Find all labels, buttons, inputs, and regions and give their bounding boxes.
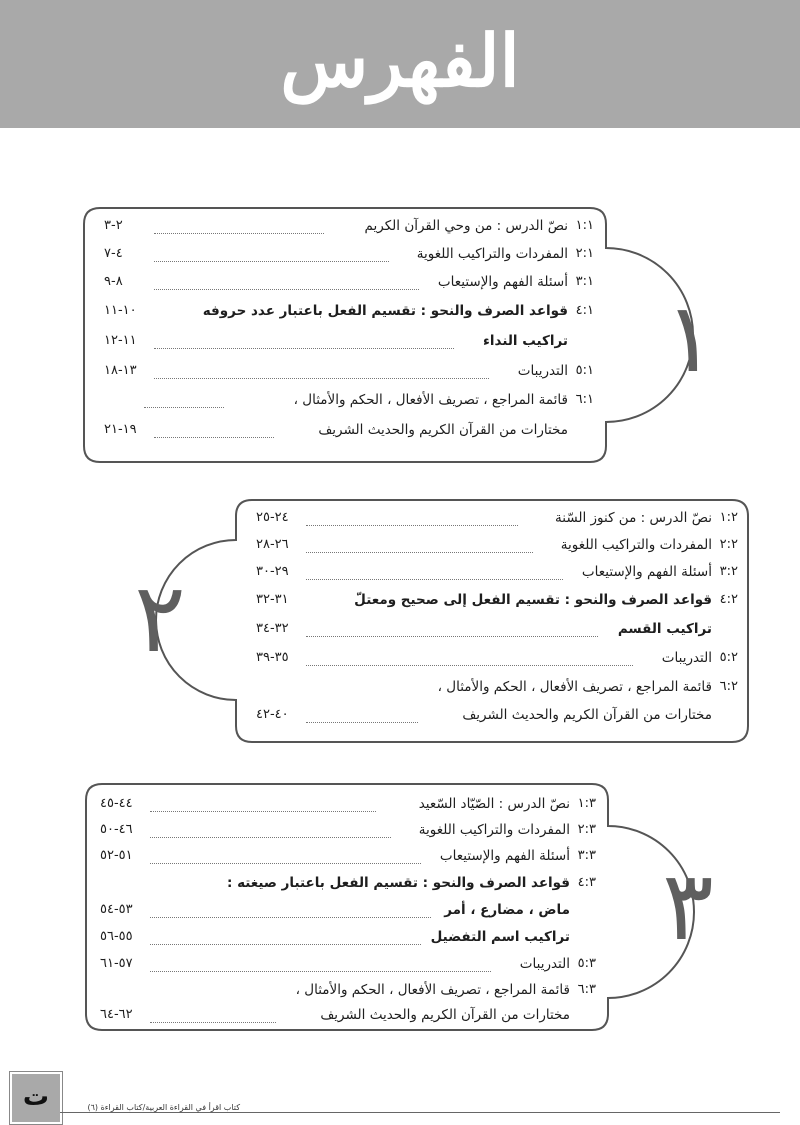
leader-dots xyxy=(154,348,454,349)
section-number: ١:٣ xyxy=(577,796,596,811)
page-range: ٤٠-٤٢ xyxy=(256,707,289,722)
toc-row xyxy=(256,537,738,561)
toc-row xyxy=(100,822,596,846)
page-range: ٥٣-٥٤ xyxy=(100,902,133,917)
section-title: قواعد الصرف والنحو : تقسيم الفعل إلى صحيح ومعتلّ xyxy=(354,592,712,608)
toc-row xyxy=(100,796,596,820)
toc-row xyxy=(256,564,738,588)
section-title: أسئلة الفهم والإستيعاب xyxy=(581,564,712,580)
section-number: ٢:٣ xyxy=(577,822,596,837)
leader-dots xyxy=(154,437,274,438)
leader-dots xyxy=(306,665,633,666)
leader-dots xyxy=(154,289,419,290)
unit-2-number: ٢ xyxy=(134,562,186,674)
toc-row xyxy=(100,956,596,980)
page-range: ٥٥-٥٦ xyxy=(100,929,133,944)
leader-dots xyxy=(150,811,376,812)
page-range: ٢-٣ xyxy=(104,218,123,233)
toc-row xyxy=(104,333,594,357)
section-number: ٢:٢ xyxy=(719,537,738,552)
page-range: ٤-٧ xyxy=(104,246,123,261)
leader-dots xyxy=(154,261,389,262)
section-title: قواعد الصرف والنحو : تقسيم الفعل باعتبار عدد حروفه xyxy=(202,303,568,319)
leader-dots xyxy=(144,407,224,408)
page-range: ١١-١٢ xyxy=(104,333,137,348)
page-range: ٥٧-٦١ xyxy=(100,956,133,971)
page-range: ٢٩-٣٠ xyxy=(256,564,289,579)
page-range: ١٣-١٨ xyxy=(104,363,137,378)
leader-dots xyxy=(306,636,598,637)
section-title: مختارات من القرآن الكريم والحديث الشريف xyxy=(320,1007,570,1023)
section-title: نصّ الدرس : من كنوز السّنة xyxy=(555,510,712,526)
page-range: ٤٦-٥٠ xyxy=(100,822,133,837)
leader-dots xyxy=(150,971,491,972)
section-number: ٦:١ xyxy=(575,392,594,407)
unit-3-number: ٣ xyxy=(662,850,714,962)
section-title: مختارات من القرآن الكريم والحديث الشريف xyxy=(462,707,712,723)
leader-dots xyxy=(150,917,431,918)
section-title: قائمة المراجع ، تصريف الأفعال ، الحكم والأمثال ، xyxy=(437,679,712,695)
toc-row xyxy=(104,246,594,270)
toc-row xyxy=(104,422,594,446)
toc-row xyxy=(104,363,594,387)
section-number: ١:٢ xyxy=(719,510,738,525)
page-letter: ت xyxy=(22,1082,50,1112)
leader-dots xyxy=(150,863,421,864)
section-number: ٤:٢ xyxy=(719,592,738,607)
page-letter-box xyxy=(10,1072,62,1124)
section-title: التدريبات xyxy=(661,650,712,666)
section-title: قائمة المراجع ، تصريف الأفعال ، الحكم والأمثال ، xyxy=(295,982,570,998)
section-title: نصّ الدرس : الصّيّاد السّعيد xyxy=(418,796,570,812)
section-title: المفردات والتراكيب اللغوية xyxy=(560,537,712,553)
section-number: ٢:١ xyxy=(575,246,594,261)
toc-row xyxy=(100,1007,596,1031)
toc-row xyxy=(100,875,596,899)
section-title: تراكيب النداء xyxy=(483,333,568,349)
section-title: أسئلة الفهم والإستيعاب xyxy=(437,274,568,290)
section-title: نصّ الدرس : من وحي القرآن الكريم xyxy=(364,218,568,234)
unit-2-toc xyxy=(256,510,738,740)
section-number: ٦:٢ xyxy=(719,679,738,694)
unit-1-number: ١ xyxy=(664,282,716,394)
toc-row xyxy=(256,621,738,645)
toc-row xyxy=(100,902,596,926)
section-number: ٦:٣ xyxy=(577,982,596,997)
unit-1-toc xyxy=(104,218,594,458)
page-range: ٣٢-٣٤ xyxy=(256,621,289,636)
toc-row xyxy=(256,510,738,534)
section-title: قواعد الصرف والنحو : تقسيم الفعل باعتبار صيغته : xyxy=(226,875,570,891)
page-title: الفهرس xyxy=(280,18,520,103)
page-range: ٣٥-٣٩ xyxy=(256,650,289,665)
section-title: المفردات والتراكيب اللغوية xyxy=(416,246,568,262)
toc-row xyxy=(104,303,594,327)
toc-row xyxy=(256,592,738,616)
section-number: ٣:٢ xyxy=(719,564,738,579)
toc-row xyxy=(104,392,594,416)
page-range: ٦٢-٦٤ xyxy=(100,1007,133,1022)
leader-dots xyxy=(154,378,489,379)
page-range: ٢٦-٢٨ xyxy=(256,537,289,552)
section-number: ٥:٣ xyxy=(577,956,596,971)
leader-dots xyxy=(150,1022,276,1023)
page-range: ٣١-٣٢ xyxy=(256,592,289,607)
section-number: ٥:١ xyxy=(575,363,594,378)
section-number: ٤:١ xyxy=(575,303,594,318)
section-title: ماض ، مضارع ، أمر xyxy=(444,902,570,918)
footer-rule xyxy=(60,1112,780,1113)
page-range: ٨-٩ xyxy=(104,274,123,289)
page-range: ١٩-٢١ xyxy=(104,422,137,437)
toc-row xyxy=(256,707,738,731)
toc-row xyxy=(100,929,596,953)
leader-dots xyxy=(306,722,418,723)
section-number: ٤:٣ xyxy=(577,875,596,890)
leader-dots xyxy=(306,525,518,526)
leader-dots xyxy=(154,233,324,234)
section-title: تراكيب القسم xyxy=(617,621,712,637)
leader-dots xyxy=(150,944,421,945)
toc-row xyxy=(256,679,738,703)
leader-dots xyxy=(306,579,563,580)
book-title-footer: كتاب اقرأ في القراءة العربية/كتاب القراءة (٦) xyxy=(87,1103,240,1112)
section-title: التدريبات xyxy=(519,956,570,972)
page-range: ١٠-١١ xyxy=(104,303,137,318)
section-title: أسئلة الفهم والإستيعاب xyxy=(439,848,570,864)
unit-3-toc xyxy=(100,796,596,1026)
page-range: ٥١-٥٢ xyxy=(100,848,133,863)
section-title: تراكيب اسم التفضيل xyxy=(430,929,570,945)
section-title: قائمة المراجع ، تصريف الأفعال ، الحكم والأمثال ، xyxy=(293,392,568,408)
leader-dots xyxy=(306,552,533,553)
leader-dots xyxy=(150,837,391,838)
page-range: ٢٤-٢٥ xyxy=(256,510,289,525)
toc-row xyxy=(104,218,594,242)
toc-row xyxy=(256,650,738,674)
section-title: التدريبات xyxy=(517,363,568,379)
toc-row xyxy=(100,982,596,1006)
page-range: ٤٤-٤٥ xyxy=(100,796,133,811)
toc-row xyxy=(100,848,596,872)
section-number: ٥:٢ xyxy=(719,650,738,665)
toc-row xyxy=(104,274,594,298)
section-title: مختارات من القرآن الكريم والحديث الشريف xyxy=(318,422,568,438)
section-number: ٣:٣ xyxy=(577,848,596,863)
section-title: المفردات والتراكيب اللغوية xyxy=(418,822,570,838)
section-number: ٣:١ xyxy=(575,274,594,289)
section-number: ١:١ xyxy=(575,218,594,233)
